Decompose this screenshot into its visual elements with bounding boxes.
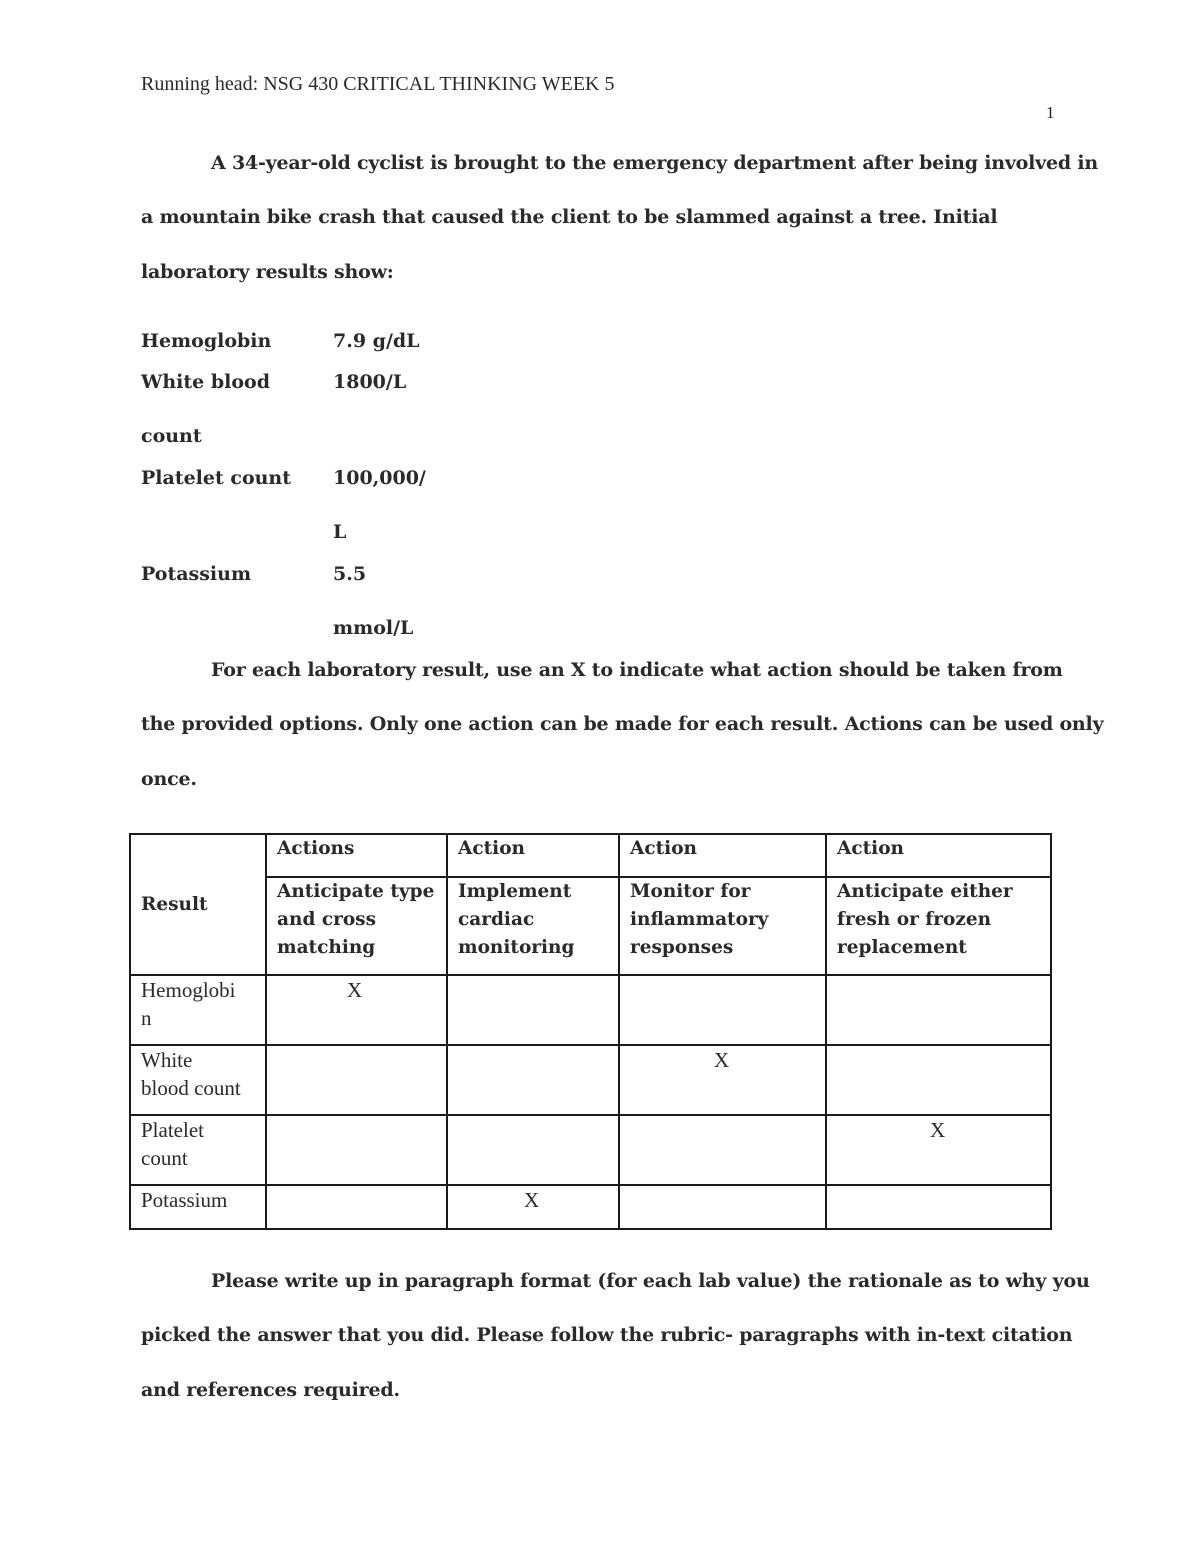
- lab-potassium-value: 5.5: [333, 563, 367, 585]
- mark-cell: [826, 975, 1051, 1045]
- intro-line-1: A 34-year-old cyclist is brought to the emergency department after being involved in: [211, 152, 1099, 174]
- closing-line-1: Please write up in paragraph format (for each lab value) the rationale as to why you: [211, 1270, 1090, 1292]
- instructions-line-1: For each laboratory result, use an X to indicate what action should be taken from: [211, 659, 1063, 681]
- mark-cell: [826, 1045, 1051, 1115]
- action-type-cross-match: [266, 877, 447, 975]
- action-4-line-1: Anticipate either: [837, 881, 1013, 902]
- lab-platelet-value: 100,000/: [333, 467, 426, 489]
- mark-cell: X: [619, 1045, 826, 1115]
- action-header-2: Action: [447, 834, 619, 877]
- running-head: Running head: NSG 430 CRITICAL THINKING WEEK 5: [141, 73, 615, 95]
- closing-line-3: and references required.: [141, 1379, 400, 1401]
- mark-cell: X: [447, 1185, 619, 1229]
- result-header: Result: [130, 834, 266, 975]
- page-number: 1: [1046, 103, 1055, 122]
- action-2-line-2: cardiac: [458, 909, 535, 930]
- lab-wbc-name: White blood: [141, 371, 270, 393]
- lab-wbc-value: 1800/L: [333, 371, 407, 393]
- lab-hemoglobin-value: 7.9 g/dL: [333, 330, 420, 352]
- action-2-line-3: monitoring: [458, 937, 575, 958]
- instructions-line-2: the provided options. Only one action can be made for each result. Actions can be used only: [141, 713, 1104, 735]
- mark-cell: [619, 975, 826, 1045]
- mark-cell: [266, 1115, 447, 1185]
- table-row-hemoglobin: [130, 975, 1051, 1045]
- mark-cell: [447, 1045, 619, 1115]
- action-header-4: Action: [826, 834, 1051, 877]
- mark-cell: [826, 1185, 1051, 1229]
- row-4-label-line-1: Potassium: [141, 1188, 228, 1212]
- action-3-line-1: Monitor for: [630, 881, 751, 902]
- row-1-label-line-1: Hemoglobi: [141, 978, 236, 1002]
- action-monitor-inflammatory: [619, 877, 826, 975]
- table-row-wbc: [130, 1045, 1051, 1115]
- mark-cell: [447, 975, 619, 1045]
- closing-line-2: picked the answer that you did. Please follow the rubric- paragraphs with in-text citation: [141, 1324, 1073, 1346]
- row-label-wbc: [130, 1045, 266, 1115]
- row-1-label-line-2: n: [141, 1006, 152, 1030]
- intro-line-2: a mountain bike crash that caused the client to be slammed against a tree. Initial: [141, 206, 998, 228]
- lab-platelet-value-line2: L: [333, 521, 347, 543]
- action-3-line-2: inflammatory: [630, 909, 769, 930]
- row-label-hemoglobin: [130, 975, 266, 1045]
- table-row-potassium: [130, 1185, 1051, 1229]
- row-label-platelet: [130, 1115, 266, 1185]
- action-cardiac-monitoring: [447, 877, 619, 975]
- row-label-potassium: [130, 1185, 266, 1229]
- row-3-label-line-2: count: [141, 1146, 188, 1170]
- mark-cell: [266, 1185, 447, 1229]
- mark-cell: X: [826, 1115, 1051, 1185]
- lab-platelet-name: Platelet count: [141, 467, 292, 489]
- row-3-label-line-1: Platelet: [141, 1118, 204, 1142]
- mark-cell: [266, 1045, 447, 1115]
- action-4-line-3: replacement: [837, 937, 967, 958]
- mark-cell: [447, 1115, 619, 1185]
- results-table: [129, 833, 1052, 1230]
- intro-line-3: laboratory results show:: [141, 261, 394, 283]
- row-2-label-line-2: blood count: [141, 1076, 241, 1100]
- mark-cell: [619, 1185, 826, 1229]
- action-1-line-2: and cross: [277, 909, 376, 930]
- lab-potassium-name: Potassium: [141, 563, 252, 585]
- table-row-platelet: [130, 1115, 1051, 1185]
- action-1-line-3: matching: [277, 937, 376, 958]
- action-1-line-1: Anticipate type: [277, 881, 435, 902]
- action-fresh-frozen-replacement: [826, 877, 1051, 975]
- lab-hemoglobin-name: Hemoglobin: [141, 330, 272, 352]
- lab-potassium-value-line2: mmol/L: [333, 617, 414, 639]
- action-2-line-1: Implement: [458, 881, 572, 902]
- action-header-3: Action: [619, 834, 826, 877]
- row-2-label-line-1: White: [141, 1048, 193, 1072]
- mark-cell: X: [266, 975, 447, 1045]
- action-header-1: Actions: [266, 834, 447, 877]
- lab-wbc-name-line2: count: [141, 425, 202, 447]
- action-4-line-2: fresh or frozen: [837, 909, 992, 930]
- mark-cell: [619, 1115, 826, 1185]
- instructions-line-3: once.: [141, 768, 197, 790]
- action-3-line-3: responses: [630, 937, 734, 958]
